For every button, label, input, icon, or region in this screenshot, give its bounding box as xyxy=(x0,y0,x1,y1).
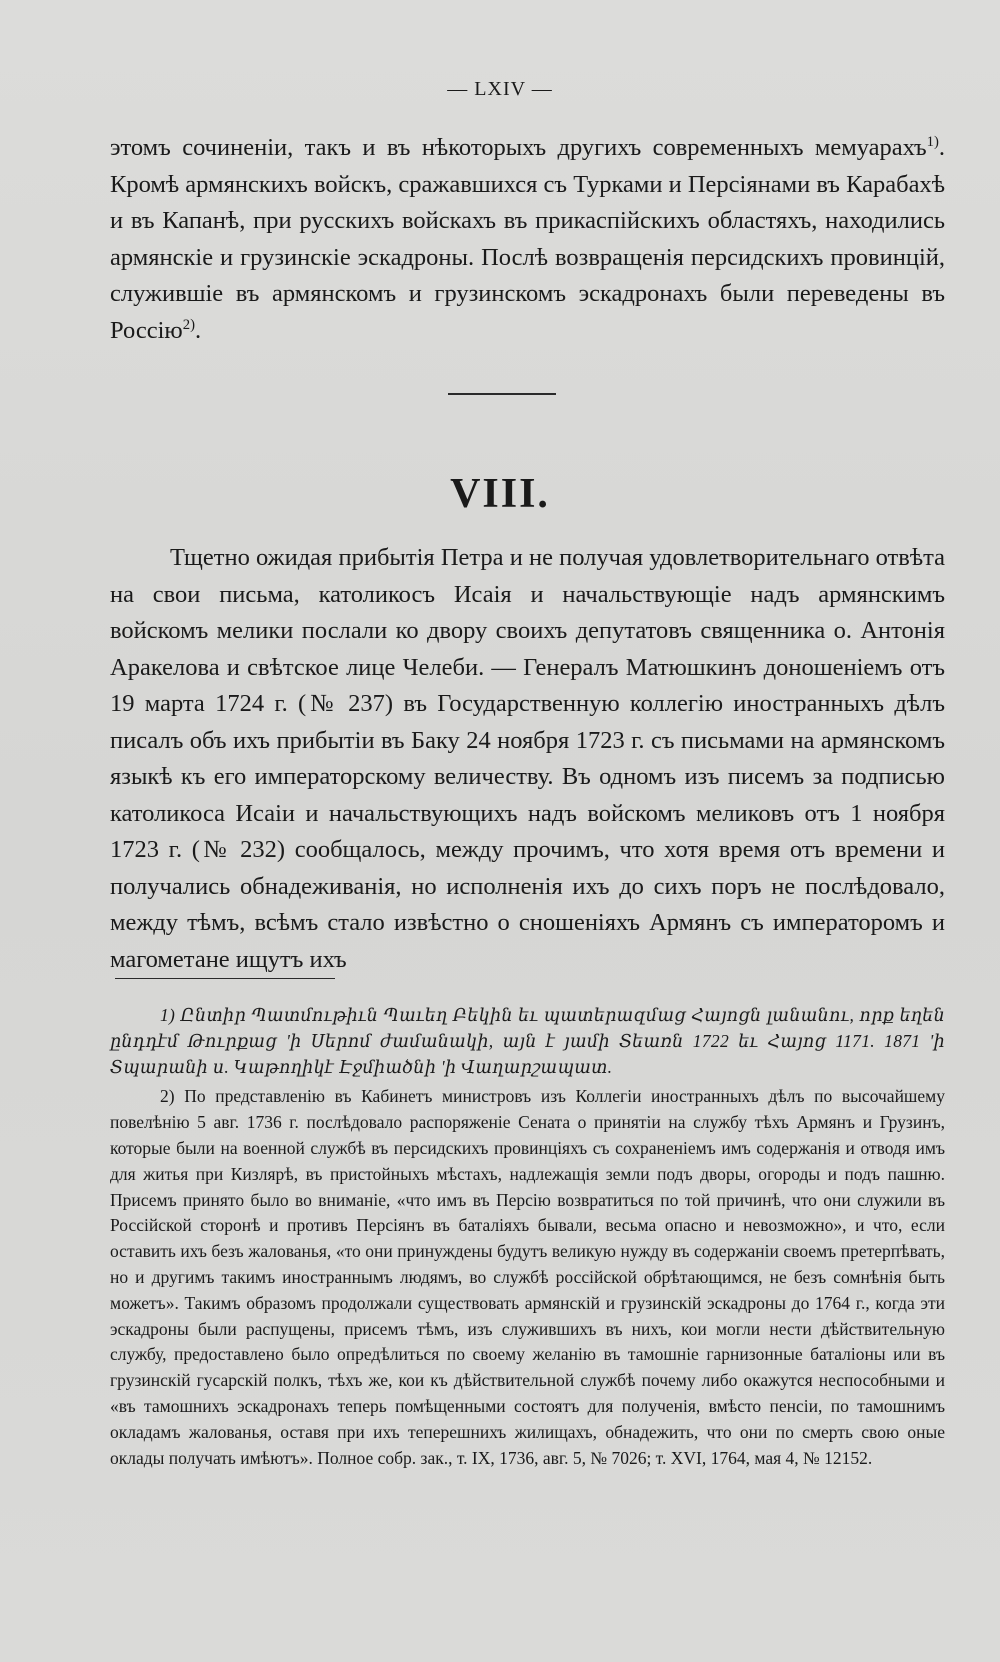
footnote-ref-1: 1) xyxy=(926,133,939,150)
footnotes xyxy=(110,1003,945,1475)
section-heading: VIII. xyxy=(450,471,550,517)
footnote-divider xyxy=(115,978,335,979)
paragraph-text: . Кромѣ армянскихъ войскъ, сражавшихся съ Турками и Персiянами въ Карабахѣ и въ Капанѣ, при русскихъ войскахъ въ прикаспiйскихъ областяхъ, находились армянскiе и грузинскiе эскадроны. Послѣ возвращенiя персидскихъ провинцiй, служившiе въ армянскомъ и грузинскомъ эскадронахъ были переведены въ Россiю xyxy=(110,134,946,344)
section-paragraph: Тщетно ожидая прибытiя Петра и не получая удовлетворительнаго отвѣта на свои письма, католикосъ Исаiя и начальствующiе надъ армянскимъ войскомъ мелики послали ко двору своихъ депутатовъ священника о. Антонiя Аракелова и свѣтское лице Челеби. — Генералъ Матюшкинъ доношенiемъ отъ 19 марта 1724 г. (№ 237) въ Государственную коллегiю иностранныхъ дѣлъ писалъ объ ихъ прибытiи въ Баку 24 ноября 1723 г. съ письмами на армянскомъ языкѣ къ его императорскому величеству. Въ одномъ изъ писемъ за подписью католикоса Исаiи и начальствующихъ надъ войскомъ меликовъ отъ 1 ноября 1723 г. (№ 232) сообщалось, между прочимъ, что хотя время отъ времени и получались обнадеживанiя, но исполненiя ихъ до сихъ поръ не послѣдовало, между тѣмъ, всѣмъ стало извѣстно о сношенiяхъ Армянъ съ императоромъ и магометане ищутъ ихъ xyxy=(110,544,945,973)
footnote-2: 2) По представленiю въ Кабинетъ министровъ изъ Коллегiи иностранныхъ дѣлъ по высочайшему повелѣнiю 5 авг. 1736 г. послѣдовало распоряженiе Сената о принятiи на службу тѣхъ Армянъ и Грузинъ, которые были на военной службѣ въ персидскихъ провинцiяхъ съ сохраненiемъ имъ содержанiя и отводя имъ для житья при Кизлярѣ, въ пристойныхъ мѣстахъ, надлежащiя земли подъ дворы, огороды и подъ пашню. Присемъ принято было во вниманiе, «что имъ въ Персiю возвратиться по той причинѣ, что они служили въ Россiйской сторонѣ и противъ Персiянъ въ баталiяхъ бывали, весьма опасно и невозможно», и что, если оставить ихъ безъ жалованья, «то они принуждены будутъ великую нужду въ содержанiи своемъ претерпѣвать, но и другимъ такимъ иностраннымъ людямъ, во службѣ россiйской обрѣтающимся, не безъ сомнѣнiя быть можетъ». Такимъ образомъ продолжали существовать армянскiй и грузинскiй эскадроны до 1764 г., когда эти эскадроны были распущены, присемъ тѣмъ, изъ служившихъ въ нихъ, кои могли нести дѣйствительную службу, предоставлено было опредѣлиться по своему желанiю въ тамошнiе гарнизонные баталiоны или въ грузинскiй гусарскiй полкъ, тѣхъ же, кои къ дѣйствительной службѣ почему либо окажутся неспособными и «въ тамошнихъ эскадронахъ теперь помѣщенными состоятъ для полученiя, вмѣсто пенсiи, по тамошнимъ окладамъ жалованья, оставя при ихъ теперешнихъ жилищахъ, обнадежить, что они по смерть свою оные оклады получать имѣютъ». Полное собр. зак., т. IX, 1736, авг. 5, № 7026; т. XVI, 1764, мая 4, № 12152. xyxy=(110,1086,945,1468)
page-number: — LXIV — xyxy=(447,78,553,100)
footnote-ref-2: 2) xyxy=(182,316,195,333)
paragraph-text: этомъ сочиненiи, такъ и въ нѣкоторыхъ другихъ современныхъ мемуарахъ xyxy=(110,134,927,161)
section-divider xyxy=(448,393,556,395)
paragraph-text: . xyxy=(194,316,202,344)
paragraph-continuation xyxy=(110,130,945,349)
footnote-1: 1) Ընտիր Պատմութիւն Պաւեղ Բեկին եւ պատերազմաց Հայոցն լանանու, որք եղեն ընդդէմ Թուրքաց 'ի Սերոմ ժամանակի, այն է յամի Տեառն 1722 եւ Հայոց 1171. 1871 'ի Տպարանի ս. Կաթողիկէ Էջմիածնի 'ի Վաղարշապատ. xyxy=(110,1005,945,1077)
